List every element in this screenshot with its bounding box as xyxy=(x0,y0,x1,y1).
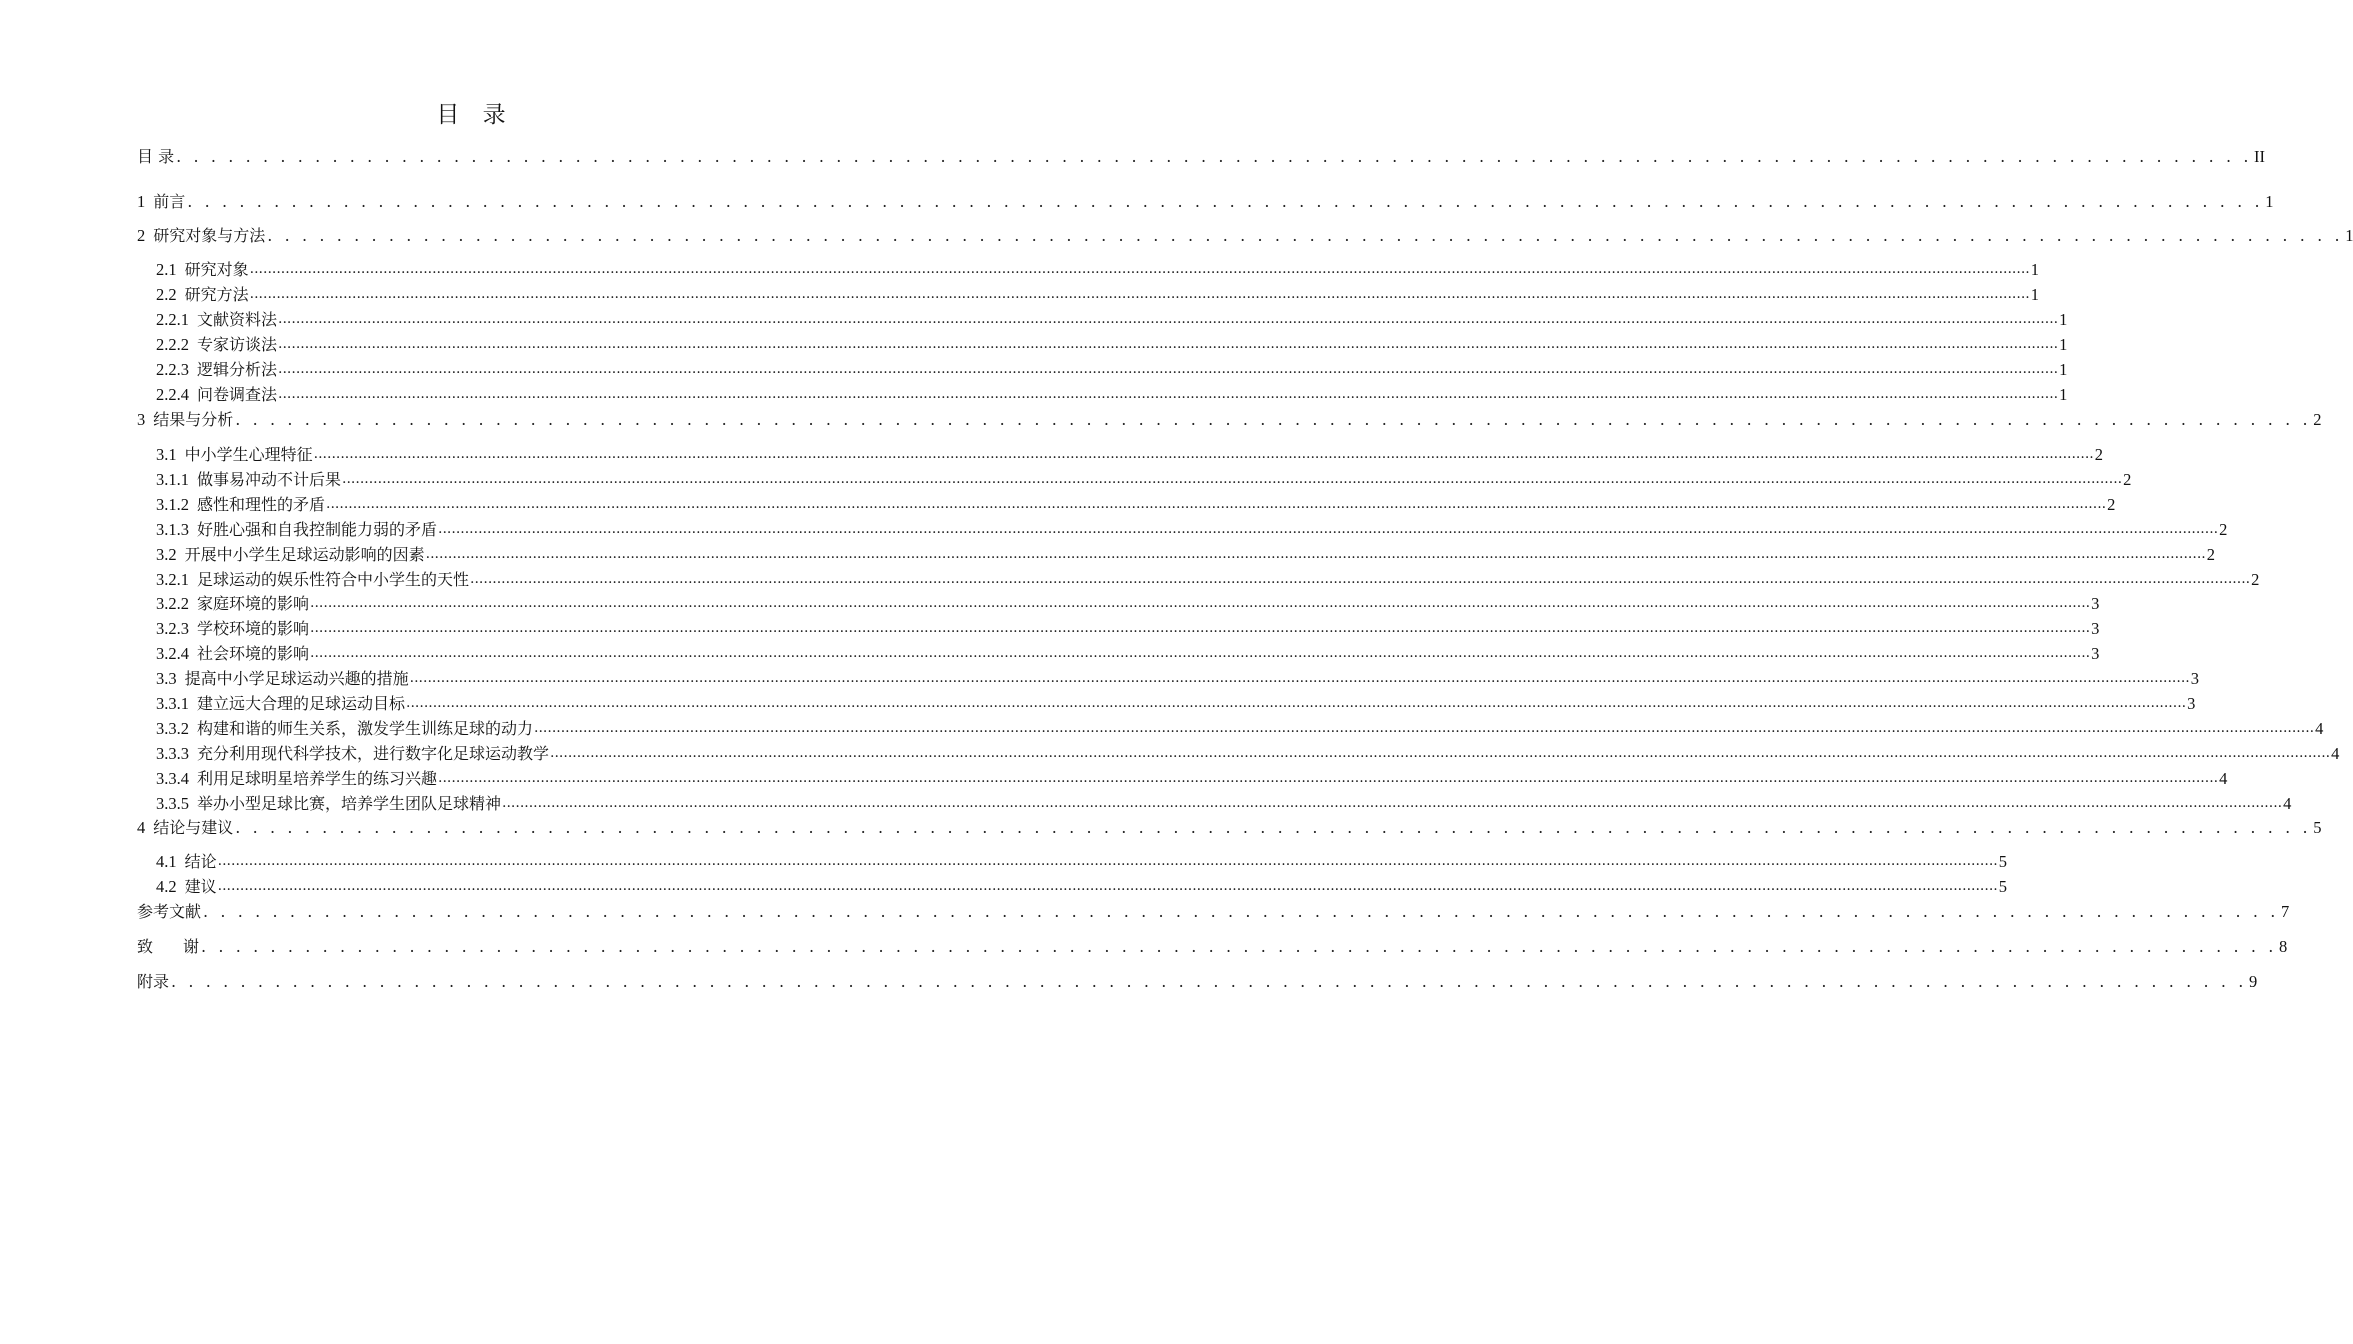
toc-entry[interactable] xyxy=(156,740,2340,765)
dot-leader: ................................................................................................................................................................................................................................................................................................................................................................................................................ xyxy=(438,521,2219,537)
toc-entry-page: 1 xyxy=(2030,285,2039,304)
toc-entry-text: 问卷调查法 xyxy=(197,385,278,404)
toc-entry-label xyxy=(156,334,277,356)
toc-entry-page: 9 xyxy=(2248,972,2258,991)
toc-entry-label xyxy=(137,191,185,213)
toc-entry-text: 结果与分析 xyxy=(153,410,234,429)
toc-entry-number: 3.2.4 xyxy=(156,644,189,663)
toc-entry-number: 3.2.3 xyxy=(156,619,189,638)
toc-entry-label xyxy=(137,936,199,958)
toc-entry-label xyxy=(156,519,437,541)
dot-leader: ................................................................................................................................................................................................................................................................................................................................................................................................................ xyxy=(217,878,1998,894)
dot-leader: . . . . . . . . . . . . . . . . . . . . . . . . . . . . . . . . . . . . . . . . . . . . . . . . . . . . . . . . . . . . . . . . . . . . . . . . . . . . . . . . . . . . . . . . . . . . . . . . . . . . . . . . . . . . . . . . . . . . . . . . xyxy=(235,410,2312,429)
toc-entry-number: 3 xyxy=(137,410,146,429)
toc-entry-number: 3.2.2 xyxy=(156,594,189,613)
toc-entry-number: 3.3.5 xyxy=(156,794,189,813)
toc-entry-text: 中小学生心理特征 xyxy=(184,445,313,464)
toc-entry-number: 3.3.3 xyxy=(156,744,189,763)
toc-entry[interactable] xyxy=(156,491,2116,516)
toc-entry-text: 家庭环境的影响 xyxy=(197,594,310,613)
toc-entry[interactable] xyxy=(137,933,2288,958)
toc-entry[interactable] xyxy=(137,222,2353,247)
toc-entry[interactable] xyxy=(156,306,2068,331)
toc-entry-page: 2 xyxy=(2251,570,2260,589)
toc-entry-number: 3.3.1 xyxy=(156,694,189,713)
toc-entry-number: 2.1 xyxy=(156,260,177,279)
toc-entry[interactable] xyxy=(156,516,2228,541)
dot-leader: ................................................................................................................................................................................................................................................................................................................................................................................................................ xyxy=(310,620,2091,636)
toc-entry-page: 5 xyxy=(2313,818,2322,837)
toc-entry-label xyxy=(137,146,174,168)
toc-entry-text: 目 录 xyxy=(137,147,175,166)
toc-entry-text: 社会环境的影响 xyxy=(197,644,310,663)
toc-entry-label xyxy=(137,225,265,247)
toc-entry[interactable] xyxy=(156,466,2132,491)
dot-leader: ................................................................................................................................................................................................................................................................................................................................................................................................................ xyxy=(278,386,2059,402)
toc-entry-page: 2 xyxy=(2313,410,2322,429)
toc-entry-text: 建立远大合理的足球运动目标 xyxy=(197,694,406,713)
dot-leader: ................................................................................................................................................................................................................................................................................................................................................................................................................ xyxy=(342,471,2123,487)
toc-entry-page: 3 xyxy=(2187,694,2196,713)
dot-leader: ................................................................................................................................................................................................................................................................................................................................................................................................................ xyxy=(310,595,2091,611)
dot-leader: ................................................................................................................................................................................................................................................................................................................................................................................................................ xyxy=(278,336,2059,352)
toc-entry-number: 3.3.4 xyxy=(156,769,189,788)
toc-entry-number: 3.1 xyxy=(156,445,177,464)
toc-entry-page: 2 xyxy=(2219,520,2228,539)
toc-entry-page: 5 xyxy=(1998,877,2007,896)
toc-entry-page: II xyxy=(2254,147,2266,166)
toc-entry-page: 4 xyxy=(2331,744,2340,763)
toc-entry-page: 1 xyxy=(2059,360,2068,379)
toc-entry-text: 前言 xyxy=(153,192,186,211)
toc-entry-text: 提高中小学足球运动兴趣的措施 xyxy=(184,669,409,688)
dot-leader: . . . . . . . . . . . . . . . . . . . . . . . . . . . . . . . . . . . . . . . . . . . . . . . . . . . . . . . . . . . . . . . . . . . . . . . . . . . . . . . . . . . . . . . . . . . . . . . . . . . . . . . . . . . . . . . . . . . . . . . . xyxy=(203,902,2279,921)
dot-leader: ................................................................................................................................................................................................................................................................................................................................................................................................................ xyxy=(326,496,2107,512)
toc-entry-label xyxy=(156,743,549,765)
dot-leader: ................................................................................................................................................................................................................................................................................................................................................................................................................ xyxy=(438,770,2219,786)
toc-entry-number: 3.2.1 xyxy=(156,570,189,589)
toc-entry-page: 3 xyxy=(2190,669,2199,688)
toc-entry[interactable] xyxy=(156,356,2068,381)
toc-entry-label xyxy=(137,817,233,839)
toc-entry-label xyxy=(156,259,249,281)
toc-entry-page: 4 xyxy=(2315,719,2324,738)
toc-entry-page: 1 xyxy=(2059,310,2068,329)
dot-leader: ................................................................................................................................................................................................................................................................................................................................................................................................................ xyxy=(534,720,2315,736)
toc-entry-number: 2.2.1 xyxy=(156,310,189,329)
toc-entry-text: 举办小型足球比赛，培养学生团队足球精神 xyxy=(197,794,502,813)
toc-entry-text: 参考文献 xyxy=(137,902,202,921)
toc-entry-page: 2 xyxy=(2206,545,2215,564)
toc-entry-label xyxy=(156,593,309,615)
toc-entry[interactable] xyxy=(156,640,2100,665)
toc-entry[interactable] xyxy=(137,143,2266,168)
toc-entry-page: 2 xyxy=(2123,470,2132,489)
toc-entry-label xyxy=(156,793,501,815)
toc-entry-number: 2.2 xyxy=(156,285,177,304)
dot-leader: ................................................................................................................................................................................................................................................................................................................................................................................................................ xyxy=(310,645,2091,661)
toc-entry-number: 2.2.2 xyxy=(156,335,189,354)
toc-entry[interactable] xyxy=(156,541,2215,566)
toc-entry-label xyxy=(156,876,217,898)
toc-entry-page: 8 xyxy=(2278,937,2288,956)
toc-entry-number: 3.3.2 xyxy=(156,719,189,738)
toc-entry[interactable] xyxy=(137,406,2322,431)
toc-entry-label xyxy=(156,718,533,740)
toc-entry-text: 研究对象与方法 xyxy=(153,226,266,245)
toc-entry-page: 5 xyxy=(1998,852,2007,871)
toc-entry-page: 1 xyxy=(2059,335,2068,354)
dot-leader: ................................................................................................................................................................................................................................................................................................................................................................................................................ xyxy=(278,311,2059,327)
toc-entry[interactable] xyxy=(137,898,2290,923)
dot-leader: ................................................................................................................................................................................................................................................................................................................................................................................................................ xyxy=(217,853,1998,869)
toc-entry-label xyxy=(156,569,469,591)
toc-entry-page: 1 xyxy=(2059,385,2068,404)
toc-entry[interactable] xyxy=(156,590,2100,615)
toc-entry-number: 2 xyxy=(137,226,146,245)
toc-entry[interactable] xyxy=(156,690,2196,715)
toc-entry-number: 2.2.4 xyxy=(156,385,189,404)
toc-entry-page: 1 xyxy=(2030,260,2039,279)
toc-entry[interactable] xyxy=(137,188,2274,213)
toc-entry-text: 谢 xyxy=(183,937,200,956)
toc-entry-label xyxy=(137,409,233,431)
toc-entry-label xyxy=(156,469,341,491)
toc-entry-page: 2 xyxy=(2107,495,2116,514)
toc-entry-number: 3.3 xyxy=(156,669,177,688)
toc-entry-label xyxy=(137,971,169,993)
toc-entry-number: 3.1.1 xyxy=(156,470,189,489)
dot-leader: ................................................................................................................................................................................................................................................................................................................................................................................................................ xyxy=(313,446,2094,462)
toc-entry-label xyxy=(156,384,277,406)
toc-entry-number: 4 xyxy=(137,818,146,837)
dot-leader: ................................................................................................................................................................................................................................................................................................................................................................................................................ xyxy=(249,261,2030,277)
toc-entry[interactable] xyxy=(156,331,2068,356)
toc-entry-page: 3 xyxy=(2091,644,2100,663)
dot-leader: ................................................................................................................................................................................................................................................................................................................................................................................................................ xyxy=(249,286,2030,302)
toc-entry[interactable] xyxy=(156,665,2199,690)
toc-entry-label xyxy=(156,643,309,665)
toc-entry-text: 学校环境的影响 xyxy=(197,619,310,638)
toc-entry-label xyxy=(156,668,409,690)
toc-entry-label xyxy=(156,284,249,306)
dot-leader: . . . . . . . . . . . . . . . . . . . . . . . . . . . . . . . . . . . . . . . . . . . . . . . . . . . . . . . . . . . . . . . . . . . . . . . . . . . . . . . . . . . . . . . . . . . . . . . . . . . . . . . . . . . . . . . . . . . . . . . . xyxy=(267,226,2344,245)
toc-entry-label xyxy=(156,494,325,516)
toc-entry-number: 3.2 xyxy=(156,545,177,564)
toc-entry[interactable] xyxy=(156,381,2068,406)
toc-entry-label xyxy=(156,544,425,566)
toc-entry[interactable] xyxy=(156,256,2039,281)
toc-entry[interactable] xyxy=(137,814,2322,839)
toc-entry[interactable] xyxy=(156,615,2100,640)
toc-entry[interactable] xyxy=(156,873,2007,898)
toc-entry-label xyxy=(137,901,201,923)
toc-entry-text: 做事易冲动不计后果 xyxy=(197,470,342,489)
dot-leader: . . . . . . . . . . . . . . . . . . . . . . . . . . . . . . . . . . . . . . . . . . . . . . . . . . . . . . . . . . . . . . . . . . . . . . . . . . . . . . . . . . . . . . . . . . . . . . . . . . . . . . . . . . . . . . . . . . . . . . . . xyxy=(187,192,2264,211)
toc-entry[interactable] xyxy=(156,848,2007,873)
toc-entry-text: 建议 xyxy=(184,877,217,896)
toc-entry-number: 4.1 xyxy=(156,852,177,871)
dot-leader: . . . . . . . . . . . . . . . . . . . . . . . . . . . . . . . . . . . . . . . . . . . . . . . . . . . . . . . . . . . . . . . . . . . . . . . . . . . . . . . . . . . . . . . . . . . . . . . . . . . . . . . . . . . . . . . . . . . . . . . . xyxy=(171,972,2247,991)
toc-entry-page: 7 xyxy=(2280,902,2290,921)
dot-leader: . . . . . . . . . . . . . . . . . . . . . . . . . . . . . . . . . . . . . . . . . . . . . . . . . . . . . . . . . . . . . . . . . . . . . . . . . . . . . . . . . . . . . . . . . . . . . . . . . . . . . . . . . . . . . . . . . . . . . . . . xyxy=(176,147,2253,166)
toc-entry-label xyxy=(156,693,405,715)
toc-entry-page: 1 xyxy=(2265,192,2274,211)
dot-leader: ................................................................................................................................................................................................................................................................................................................................................................................................................ xyxy=(425,546,2206,562)
toc-entry-number: 3.1.2 xyxy=(156,495,189,514)
toc-entry-page: 1 xyxy=(2345,226,2353,245)
dot-leader: . . . . . . . . . . . . . . . . . . . . . . . . . . . . . . . . . . . . . . . . . . . . . . . . . . . . . . . . . . . . . . . . . . . . . . . . . . . . . . . . . . . . . . . . . . . . . . . . . . . . . . . . . . . . . . . . . . . . . . . . xyxy=(235,818,2312,837)
toc-entry-text: 附录 xyxy=(137,972,170,991)
toc-entry[interactable] xyxy=(156,715,2324,740)
toc-entry-page: 4 xyxy=(2283,794,2292,813)
toc-entry-label xyxy=(156,851,217,873)
toc-entry-number: 4.2 xyxy=(156,877,177,896)
toc-entry-number: 3.1.3 xyxy=(156,520,189,539)
toc-entry-text: 好胜心强和自我控制能力弱的矛盾 xyxy=(197,520,438,539)
toc-entry-number: 2.2.3 xyxy=(156,360,189,379)
toc-entry-page: 2 xyxy=(2094,445,2103,464)
dot-leader: ................................................................................................................................................................................................................................................................................................................................................................................................................ xyxy=(278,361,2059,377)
toc-entry[interactable] xyxy=(137,968,2258,993)
toc-entry-text: 逻辑分析法 xyxy=(197,360,278,379)
toc-entry-text: 专家访谈法 xyxy=(197,335,278,354)
toc-entry[interactable] xyxy=(156,566,2260,591)
toc-entry-text: 结论与建议 xyxy=(153,818,234,837)
toc-entry-page: 4 xyxy=(2219,769,2228,788)
page-title: 目 录 xyxy=(436,102,514,128)
toc-entry-text: 结论 xyxy=(184,852,217,871)
toc-entry-label xyxy=(156,768,437,790)
toc-entry-text: 利用足球明星培养学生的练习兴趣 xyxy=(197,769,438,788)
dot-leader: ................................................................................................................................................................................................................................................................................................................................................................................................................ xyxy=(502,795,2283,811)
dot-leader: ................................................................................................................................................................................................................................................................................................................................................................................................................ xyxy=(409,670,2190,686)
toc-entry[interactable] xyxy=(156,765,2228,790)
toc-entry[interactable] xyxy=(156,441,2103,466)
toc-entry-label xyxy=(156,618,309,640)
toc-entry-text: 研究对象 xyxy=(184,260,249,279)
toc-entry-text: 文献资料法 xyxy=(197,310,278,329)
toc-entry[interactable] xyxy=(156,790,2292,815)
toc-entry-text: 构建和谐的师生关系，激发学生训练足球的动力 xyxy=(197,719,534,738)
toc-entry-page: 3 xyxy=(2091,594,2100,613)
dot-leader: . . . . . . . . . . . . . . . . . . . . . . . . . . . . . . . . . . . . . . . . . . . . . . . . . . . . . . . . . . . . . . . . . . . . . . . . . . . . . . . . . . . . . . . . . . . . . . . . . . . . . . . . . . . . . . . . . . . . . . . . xyxy=(201,937,2277,956)
toc-entry-text: 足球运动的娱乐性符合中小学生的天性 xyxy=(197,570,470,589)
toc-entry-text: 致 xyxy=(137,937,154,956)
toc-entry-text: 感性和理性的矛盾 xyxy=(197,495,326,514)
toc-entry-text: 开展中小学生足球运动影响的因素 xyxy=(184,545,425,564)
toc-entry-label xyxy=(156,444,313,466)
toc-entry-text: 研究方法 xyxy=(184,285,249,304)
dot-leader: ................................................................................................................................................................................................................................................................................................................................................................................................................ xyxy=(406,695,2187,711)
toc-entry-label xyxy=(156,359,277,381)
dot-leader: ................................................................................................................................................................................................................................................................................................................................................................................................................ xyxy=(550,745,2331,761)
toc-entry-text: 充分利用现代科学技术，进行数字化足球运动教学 xyxy=(197,744,550,763)
toc-entry-number: 1 xyxy=(137,192,146,211)
toc-entry[interactable] xyxy=(156,281,2039,306)
dot-leader: ................................................................................................................................................................................................................................................................................................................................................................................................................ xyxy=(470,571,2251,587)
toc-entry-page: 3 xyxy=(2091,619,2100,638)
toc-entry-label xyxy=(156,309,277,331)
